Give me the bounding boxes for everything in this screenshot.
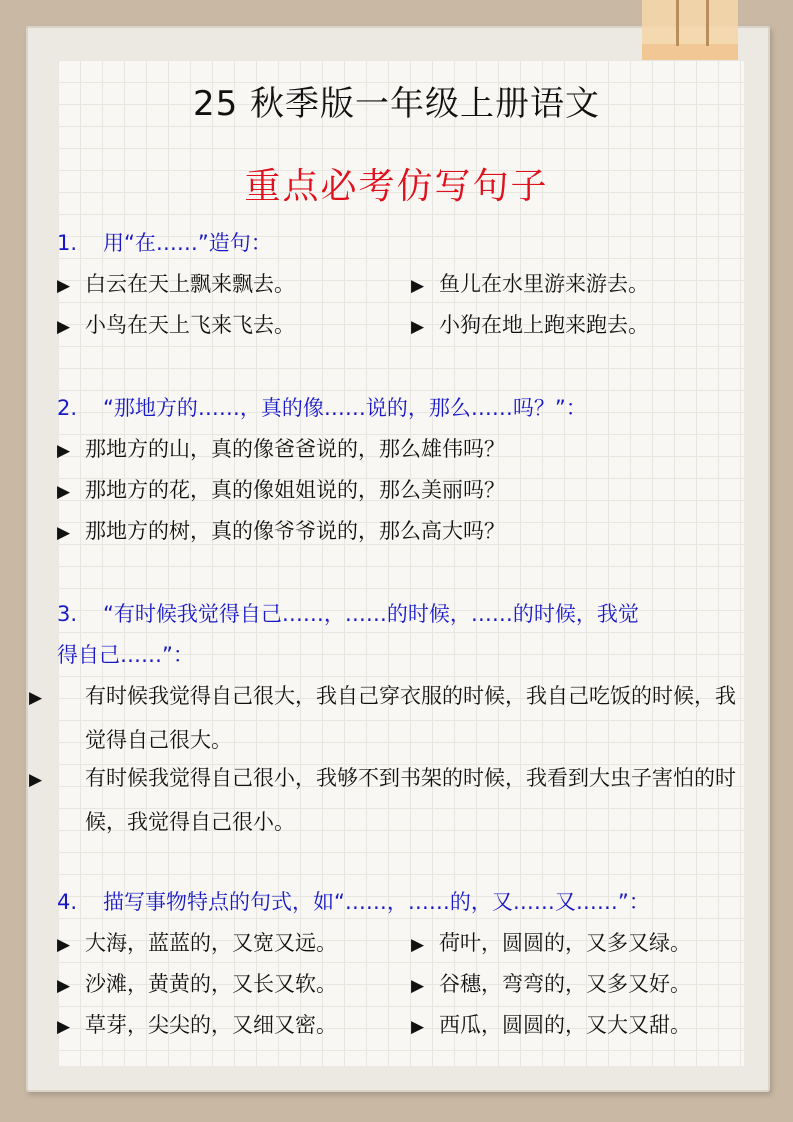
section-prompt: 用“在……”造句： [103,231,272,255]
section-prompt: 描写事物特点的句式，如“……，……的，又……又……”： [103,890,650,914]
list-item: ▶ 有时候我觉得自己很大，我自己穿衣服的时候，我自己吃饭的时候，我觉得自己很大。 [57,675,741,761]
clip-wire [676,0,679,46]
list-item: ▶ 那地方的山，真的像爸爸说的，那么雄伟吗？ [57,428,505,472]
section-4-heading [57,881,741,923]
list-item: ▶ 那地方的花，真的像姐姐说的，那么美丽吗？ [57,469,505,513]
section-1-heading [57,222,741,264]
arrow-icon: ▶ [411,976,425,996]
section-3-heading [57,593,741,635]
list-item: ▶ 沙滩，黄黄的，又长又软。 [57,963,337,1007]
arrow-icon: ▶ [411,276,425,296]
section-2-heading [57,387,741,429]
arrow-icon: ▶ [29,770,43,790]
list-item: ▶ 西瓜，圆圆的，又大又甜。 [411,1004,691,1048]
arrow-icon: ▶ [411,317,425,337]
list-item: ▶ 小鸟在天上飞来飞去。 [57,304,295,348]
arrow-icon: ▶ [57,276,71,296]
arrow-icon: ▶ [57,1017,71,1037]
arrow-icon: ▶ [411,935,425,955]
arrow-icon: ▶ [411,1017,425,1037]
list-item: ▶ 小狗在地上跑来跑去。 [411,304,649,348]
section-number: 4. [57,890,78,914]
page-title: 25 秋季版一年级上册语文 [192,84,601,124]
arrow-icon: ▶ [57,976,71,996]
arrow-icon: ▶ [57,523,71,543]
section-prompt: “那地方的……，真的像……说的，那么……吗？”： [103,396,587,420]
section-3-heading-cont: 得自己……”： [57,643,194,667]
section-number: 2. [57,396,78,420]
list-item: ▶ 荷叶，圆圆的，又多又绿。 [411,922,691,966]
arrow-icon: ▶ [57,935,71,955]
arrow-icon: ▶ [57,317,71,337]
arrow-icon: ▶ [57,482,71,502]
list-item: ▶ 白云在天上飘来飘去。 [57,263,295,307]
arrow-icon: ▶ [57,441,71,461]
section-number: 1. [57,231,78,255]
list-item: ▶ 草芽，尖尖的，又细又密。 [57,1004,337,1048]
list-item: ▶ 鱼儿在水里游来游去。 [411,263,649,307]
section-prompt: “有时候我觉得自己……，……的时候，……的时候，我觉 [103,602,639,626]
tape-fold [642,44,738,60]
list-item: ▶ 谷穗，弯弯的，又多又好。 [411,963,691,1007]
arrow-icon: ▶ [29,688,43,708]
list-item: ▶ 有时候我觉得自己很小，我够不到书架的时候，我看到大虫子害怕的时候，我觉得自己很小。 [57,757,741,843]
clip-wire [706,0,709,46]
list-item: ▶ 那地方的树，真的像爷爷说的，那么高大吗？ [57,510,505,554]
page-subtitle: 重点必考仿写句子 [244,166,549,207]
section-number: 3. [57,602,78,626]
list-item: ▶ 大海，蓝蓝的，又宽又远。 [57,922,337,966]
